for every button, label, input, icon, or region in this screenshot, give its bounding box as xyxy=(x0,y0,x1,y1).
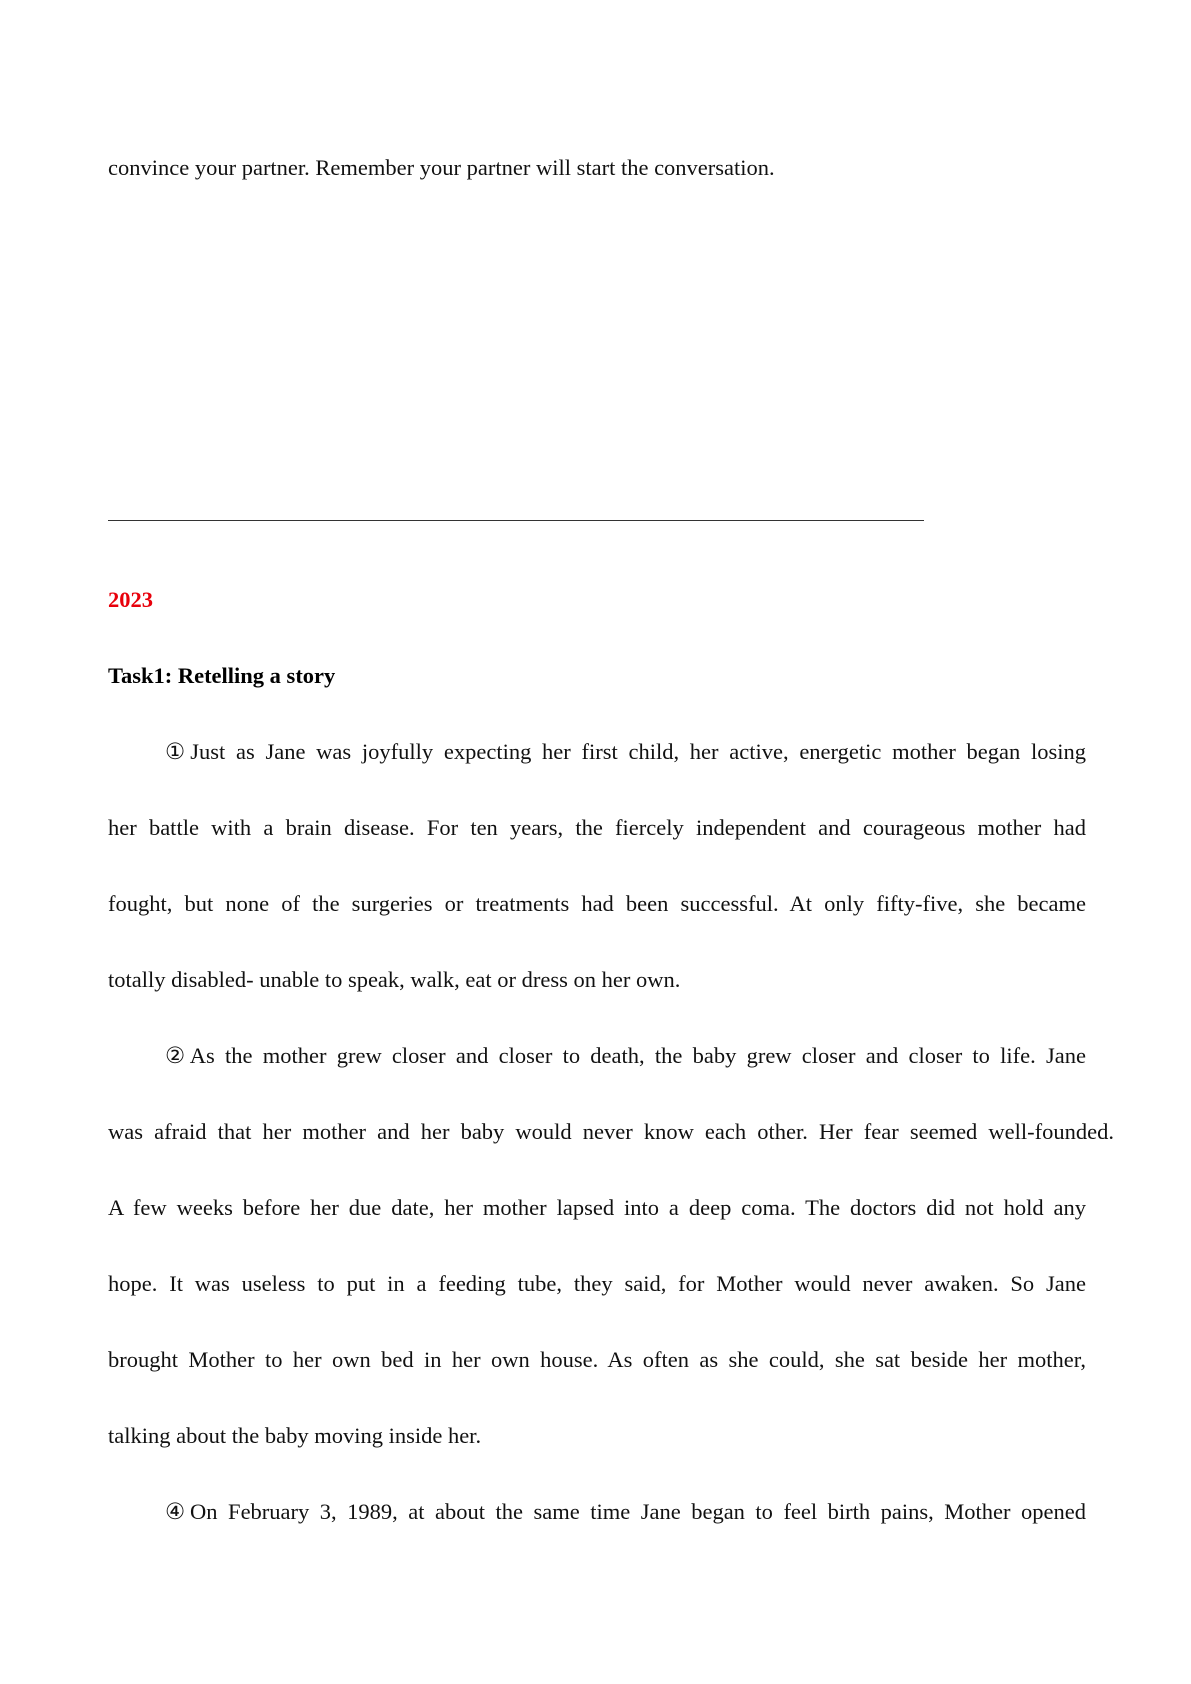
paragraph-2-line-6: talking about the baby moving inside her. xyxy=(108,1423,482,1448)
intro-line: convince your partner. Remember your partner will start the conversation. xyxy=(108,155,775,180)
year-heading: 2023 xyxy=(108,587,153,612)
paragraph-1-line-4: totally disabled- unable to speak, walk, eat or dress on her own. xyxy=(108,967,681,992)
paragraph-2-line-4: hope. It was useless to put in a feeding tube, they said, for Mother would never awaken. So Jane xyxy=(108,1271,1086,1296)
paragraph-1-line-3: fought, but none of the surgeries or treatments had been successful. At only fifty-five, she became xyxy=(108,891,1086,916)
paragraph-1-line-1: ①Just as Jane was joyfully expecting her first child, her active, energetic mother began losing xyxy=(165,739,1086,764)
paragraph-2-line-2: was afraid that her mother and her baby would never know each other. Her fear seemed well-founded. xyxy=(108,1119,1114,1144)
section-divider xyxy=(108,520,924,521)
paragraph-2-line-5: brought Mother to her own bed in her own house. As often as she could, she sat beside her mother, xyxy=(108,1347,1086,1372)
paragraph-4-line-1: ④On February 3, 1989, at about the same time Jane began to feel birth pains, Mother opened xyxy=(165,1499,1086,1524)
task-heading: Task1: Retelling a story xyxy=(108,663,336,688)
paragraph-1-line-2: her battle with a brain disease. For ten years, the fiercely independent and courageous mother had xyxy=(108,815,1086,840)
paragraph-2-line-3: A few weeks before her due date, her mother lapsed into a deep coma. The doctors did not hold any xyxy=(108,1195,1086,1220)
paragraph-2-line-1: ②As the mother grew closer and closer to death, the baby grew closer and closer to life. Jane xyxy=(165,1043,1086,1068)
